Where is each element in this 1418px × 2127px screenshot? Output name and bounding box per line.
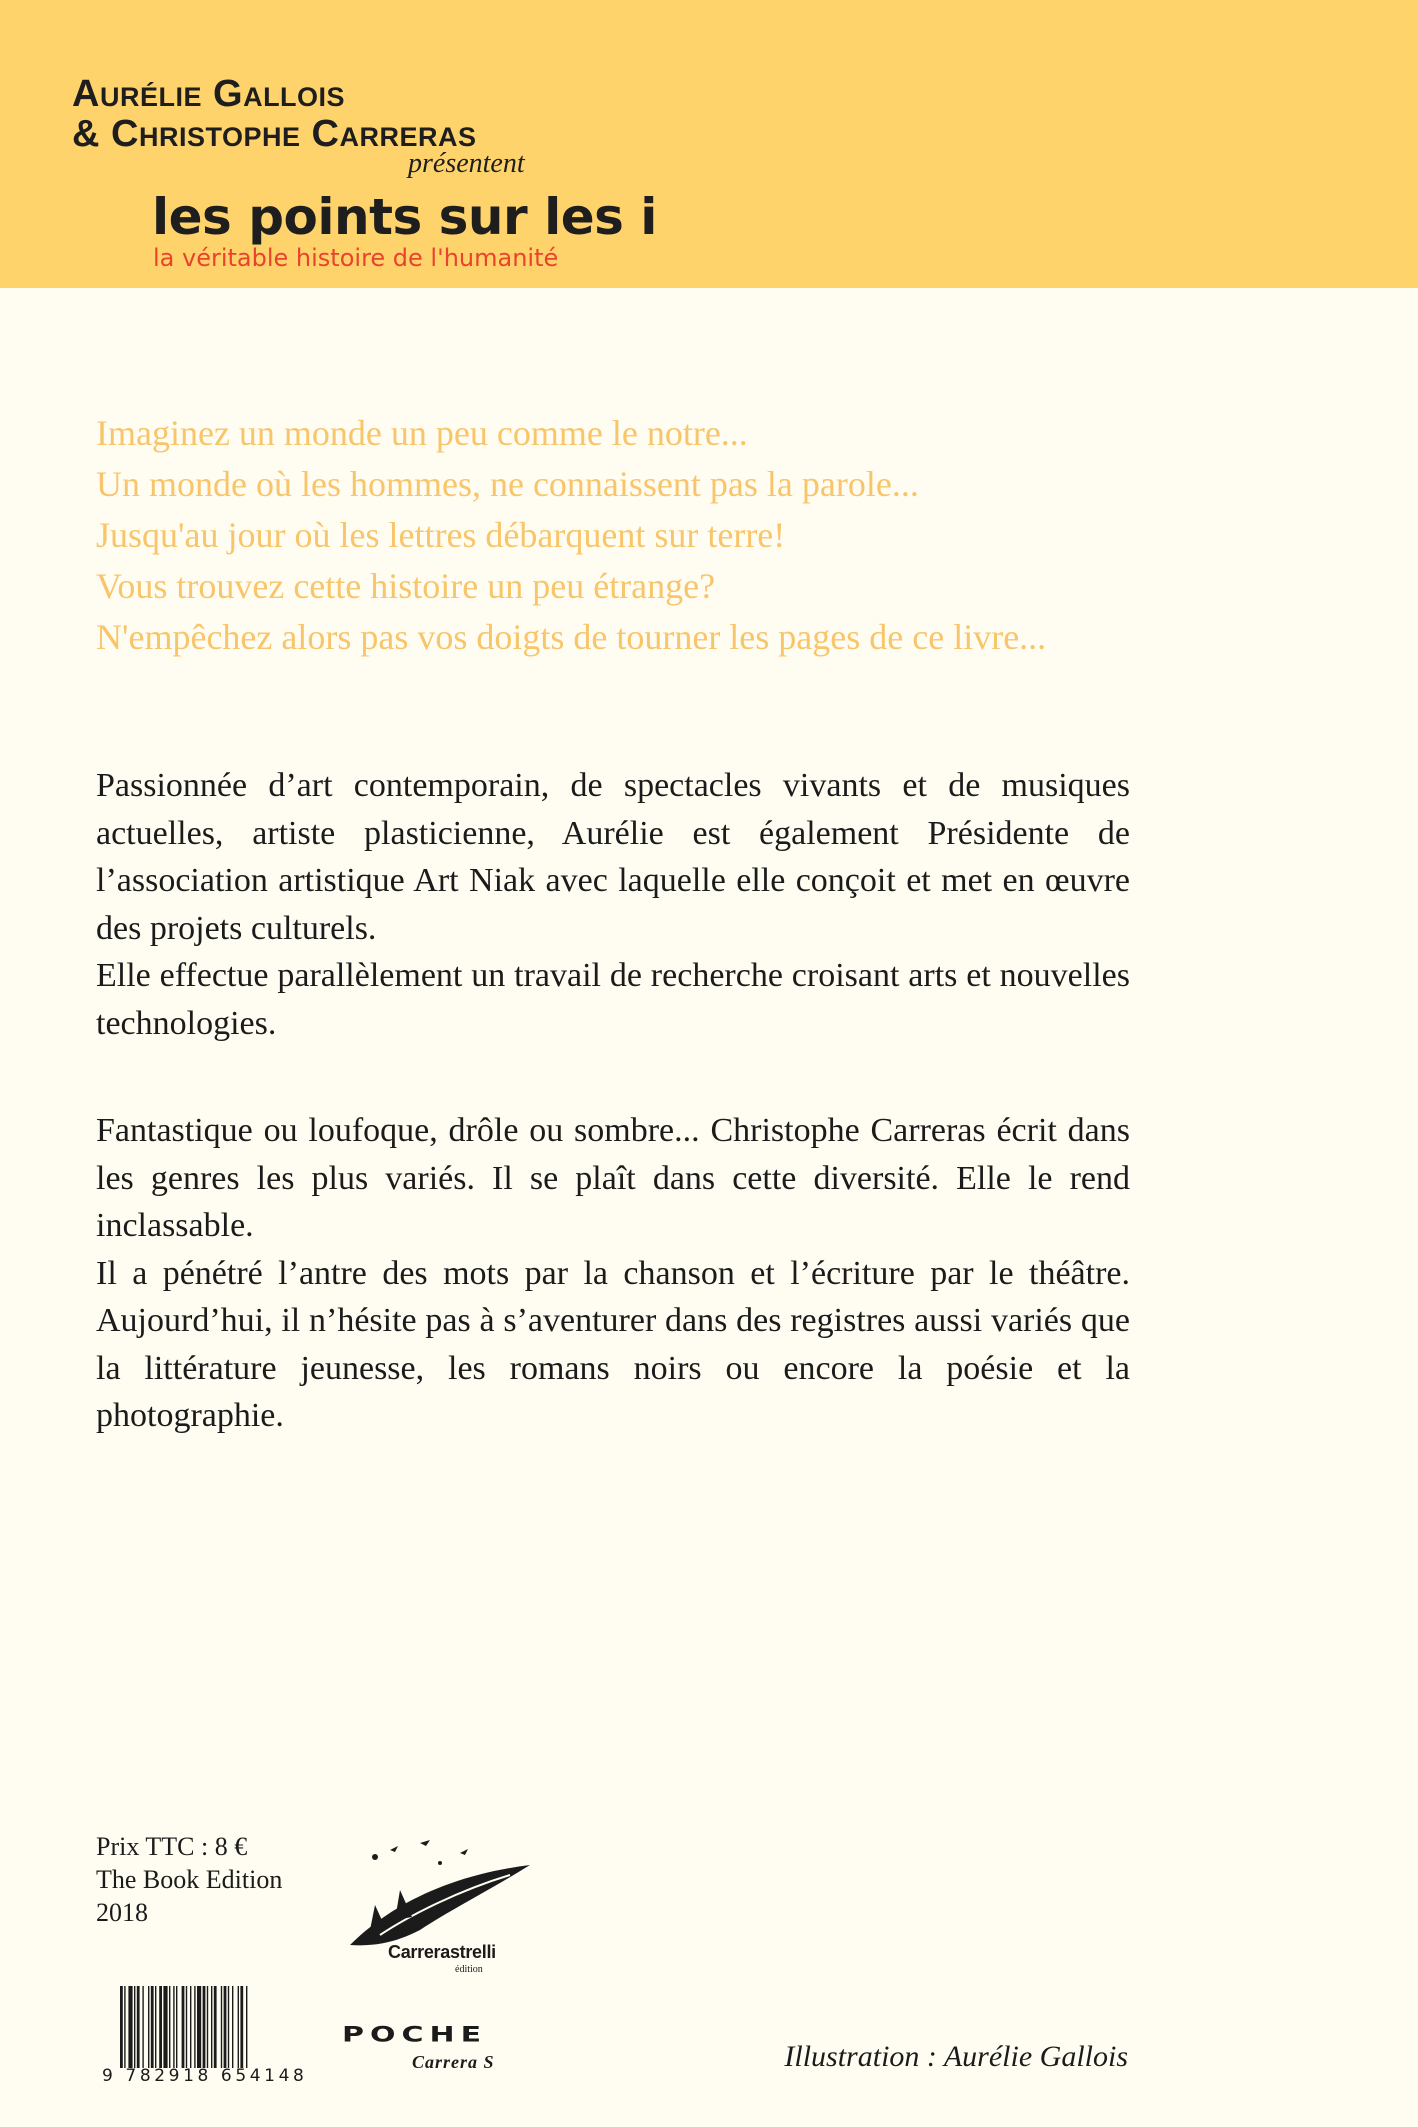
authors	[72, 74, 476, 154]
publisher: The Book Edition	[96, 1865, 283, 1894]
collection-sub: Carrera S	[412, 2052, 495, 2072]
barcode-icon	[120, 1986, 306, 2068]
tagline-line: Jusqu'au jour où les lettres débarquent sur terre!	[96, 515, 786, 555]
isbn-number: 9 782918 654148	[102, 2066, 308, 2086]
tagline-line: Vous trouvez cette histoire un peu étrange?	[96, 566, 716, 606]
header-band	[0, 0, 1418, 288]
bio-christophe	[96, 1107, 1130, 1440]
bio-aurelie	[96, 762, 1130, 1047]
publisher-logo-sub: édition	[455, 1964, 483, 1975]
bio-paragraph: Passionnée d’art contemporain, de spectacles vivants et de musiques actuelles, artiste plasticienne, Aurélie est également Présidente de l’association artistique Art Niak avec laquelle elle conçoit et met en œuvre des projets culturels.	[96, 767, 1130, 947]
year: 2018	[96, 1898, 148, 1927]
author-line-2: & Christophe Carreras	[72, 113, 477, 155]
bio-paragraph: Fantastique ou loufoque, drôle ou sombre... Christophe Carreras écrit dans les genres les plus variés. Il se plaît dans cette diversité. Elle le rend inclassable.	[96, 1112, 1130, 1244]
publisher-logo-name: Carrerastrelli	[388, 1942, 496, 1962]
author-line-1: Aurélie Gallois	[72, 73, 346, 115]
tagline	[96, 408, 1346, 663]
tagline-line: Imaginez un monde un peu comme le notre...	[96, 413, 748, 453]
price-info	[96, 1830, 282, 1929]
presents-label: présentent	[408, 148, 525, 179]
bio-paragraph: Il a pénétré l’antre des mots par la chanson et l’écriture par le théâtre. Aujourd’hui, il n’hésite pas à s’aventurer dans des registres aussi variés que la littérature jeunesse, les romans noirs ou encore la poésie et la photographie.	[96, 1254, 1130, 1434]
price: Prix TTC : 8 €	[96, 1832, 248, 1861]
illustration-credit: Illustration : Aurélie Gallois	[784, 2040, 1128, 2073]
book-subtitle: la véritable histoire de l'humanité	[153, 244, 559, 272]
tagline-line: Un monde où les hommes, ne connaissent pas la parole...	[96, 464, 919, 504]
book-title: les points sur les i	[152, 188, 657, 246]
tagline-line: N'empêchez alors pas vos doigts de tourner les pages de ce livre...	[96, 617, 1047, 657]
collection-logo: POCHE	[342, 2022, 488, 2048]
bio-paragraph: Elle effectue parallèlement un travail de recherche croisant arts et nouvelles technologies.	[96, 957, 1130, 1042]
